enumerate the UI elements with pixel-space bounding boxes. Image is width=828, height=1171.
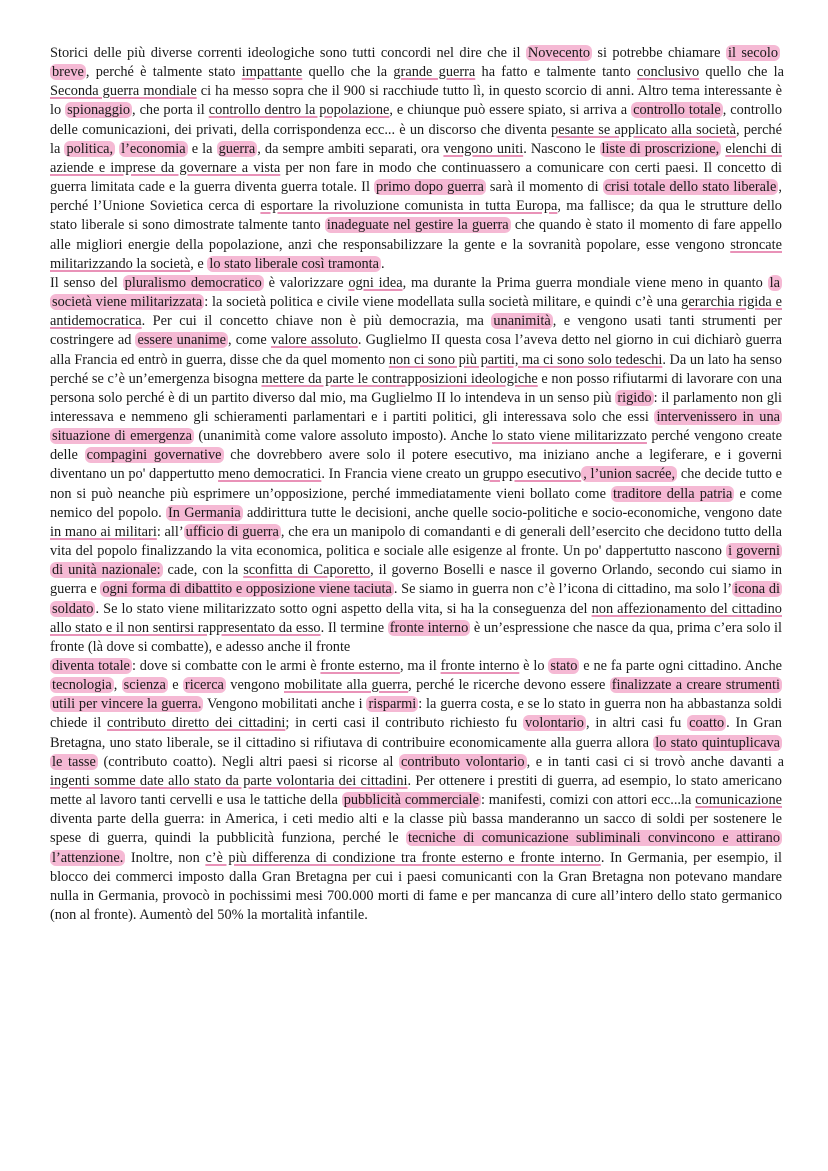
highlighted-text: tecniche di comunicazione subliminali convincono e attirano l’attenzione. [52,830,780,866]
highlighted-text: inadeguate nel gestire la guerra [326,217,509,234]
underlined-text: non affezionamento del cittadino allo stato e il non sentirsi rappresentato da esso [50,600,782,636]
highlighted-text: pubblicità commerciale [343,792,479,809]
underlined-text: contributo diretto dei cittadini [107,715,286,732]
highlighted-text: ricerca [184,677,224,694]
highlighted-text: il secolo breve [52,45,778,81]
highlighted-text: la società viene militarizzata [52,274,780,311]
body-text: Inoltre, non [125,849,206,866]
highlighted-text: rigido [617,389,652,406]
body-text: quello che la [302,64,394,81]
body-text: : all’ [156,523,184,540]
body-text: , da sempre ambiti separati, ora [257,140,444,157]
body-text: : dove si combatte con le armi è [131,658,321,674]
underlined-text: conclusivo [637,64,700,81]
body-text: vengono [225,677,284,694]
highlighted-text: compagini governative [86,447,222,464]
body-text: , e chiunque può essere spiato, si arriva a [389,102,632,119]
highlighted-text: finalizzate a creare strumenti utili per vincere la guerra. [52,677,781,713]
paragraph [50,274,782,657]
body-text: e come nemico del popolo. [50,485,782,521]
underlined-text: c’è più differenza di condizione tra fronte esterno e fronte interno [205,849,601,866]
highlighted-text: traditore della patria [613,485,733,502]
underlined-text: valore assoluto [270,332,358,349]
highlighted-text: unanimità [493,313,551,330]
highlighted-text: i governi di unità nazionale: [52,543,781,579]
underlined-text: grande guerra [393,64,476,81]
underlined-text: ingenti somme date allo stato da parte volontaria dei cittadini [50,772,408,789]
body-text: che decide tutto e non si può neanche più esprimere un’opposizione, perché immediatamente vieni bollato come [50,466,783,502]
underlined-text: non ci sono più partiti, ma ci sono solo tedeschi [388,351,663,368]
underlined-text: elenchi di aziende e imprese da governare a vista [50,140,782,176]
body-text: ci ha messo sopra che il 900 si racchiude tutto lì, in questo scorcio di anni. Altro tema interessante è lo [50,83,782,119]
underlined-text: pesante se applicato alla società [551,121,736,138]
body-text: . In Gran Bretagna, uno stato liberale, se il cittadino si rifiutava di contribuire economicamente alla guerra allora [50,715,782,751]
body-text: : manifesti, comizi con attori ecc...la [480,792,696,809]
body-text: . Se siamo in guerra non c’è l’icona di cittadino, ma solo l’ [393,581,733,598]
underlined-text: lo stato viene militarizzato [491,428,647,445]
underlined-text: comunicazione [695,792,783,809]
highlighted-text: Novecento [527,45,590,61]
body-text: , che era un manipolo di comandanti e di generali dell’esercito che decidono tutto della vita del popolo finalizzando la vita economica, politica e sociale alle esigenze al fronte. Un po' dappertutto nascono [50,523,783,560]
body-text: , [113,677,122,694]
body-text: ; in certi casi il contributo richiesto fu [285,715,523,732]
body-text: è lo [519,658,549,674]
body-text: , perché è talmente stato [85,64,242,81]
body-text: , ma fallisce; da qua le strutture dello stato liberale si sono dimostrate talmente tanto [50,198,782,234]
body-text: (unanimità come valore assoluto imposto). Anche [193,428,492,445]
body-text: e non posso rifiutarmi di lavorare con una persona solo perché è di un partito diverso dal mio, ma Guglielmo II lo intendeva in un senso più [50,370,782,406]
body-text: . Guglielmo II questa cosa l’aveva detto nel giorno in cui dichiarò guerra alla Francia ed entrò in guerra, disse che da quel momento [50,332,782,368]
underlined-text: gruppo esecutivo [482,466,582,483]
underlined-text: meno democratici [218,466,322,483]
body-text: sarà il momento di [485,179,603,196]
highlighted-text: controllo totale [633,102,721,119]
body-text: , il governo Boselli e nasce il governo Orlando, secondo cui siamo in guerra e [50,562,782,598]
highlighted-text: contributo volontario [401,753,525,770]
highlighted-text: pluralismo democratico [124,274,262,291]
body-text: . Se lo stato viene militarizzato sotto ogni aspetto della vita, si ha la conseguenza del [95,600,592,617]
body-text: , ma il [399,658,441,674]
highlighted-text: fronte interno [389,619,469,636]
body-text: . In Germania, per esempio, il blocco dei commerci imposto dalla Gran Bretagna per cui i paesi comunicanti con la Gran Bretagna non potevano mandare nulla in Germania, provocò in pochissimi mesi 700.000 morti di fame e per mancanza di cure all’intero dello stato germanico (non al fronte). Aumentò del 50% la mortalità infantile. [50,849,782,924]
body-text: quello che la [699,64,784,81]
body-text: : la società politica e civile viene modellata sulla società militare, e quindi c’è una [204,294,682,311]
underlined-text: stroncate militarizzando la società [50,236,782,272]
body-text: , ma durante la Prima guerra mondiale viene meno in quanto [402,274,768,291]
highlighted-text: ogni forma di dibattito e opposizione viene taciuta [102,581,392,598]
body-text: , e in tanti casi ci si trovò anche davanti a [526,753,784,770]
underlined-text: in mano ai militari [50,523,157,540]
highlighted-text: liste di proscrizione, [601,140,720,157]
body-text: , controllo delle comunicazioni, dei privati, della corrispondenza ecc... è un discorso che diventa [50,102,783,138]
body-text: . Per cui il concetto chiave non è più democrazia, ma [141,313,492,330]
highlighted-text: tecnologia [52,677,112,694]
body-text: , perché l’Unione Sovietica cerca di [50,179,782,215]
body-text: , in altri casi fu [585,715,688,732]
highlighted-text: risparmi [368,696,417,713]
highlighted-text: In Germania [167,504,241,521]
body-text: . Da un lato ha senso perché se c’è un’emergenza bisogna [50,351,782,387]
body-text: cade, con la [162,562,244,579]
highlighted-text: crisi totale dello stato liberale [604,179,777,196]
body-text: . Per ottenere i prestiti di guerra, ad esempio, lo stato americano mette al lavoro tanti cervelli e usa le tattiche della [50,772,782,809]
highlighted-text: intervenissero in una situazione di emergenza [52,408,780,445]
underlined-text: mettere da parte le contrapposizioni ideologiche [261,370,538,387]
body-text: , perché le ricerche devono essere [408,677,610,694]
body-text: : il parlamento non gli interessava e nemmeno gli schieramenti parlamentari e i partiti politici, gli interessava solo che essi [50,389,782,425]
underlined-text: fronte interno [440,658,520,674]
highlighted-text: guerra [218,140,256,157]
body-text: : la guerra costa, e se lo stato in guerra non ha abbastanza soldi chiede il [50,696,783,732]
body-text: e ne fa parte ogni cittadino. Anche [579,658,782,674]
highlighted-text: spionaggio [67,102,131,119]
highlighted-text: primo dopo guerra [376,179,484,196]
body-text: . [381,255,385,272]
highlighted-text: stato [550,658,578,674]
body-text: , come [228,332,271,349]
highlighted-text: ufficio di guerra [185,523,279,540]
underlined-text: gerarchia rigida e antidemocratica [50,294,782,330]
body-text: è un’espressione che nasce da qua, prima c’era solo il fronte (là dove si combatte), e adesso anche il fronte [50,619,782,655]
underlined-text: fronte esterno [320,658,400,674]
highlighted-text: , l’union sacrée, [583,466,676,483]
highlighted-text: l’economia [121,140,186,157]
body-text: che dovrebbero avere solo il potere esecutivo, ma iniziano anche a legiferare, e i governi diventano un po' dappertutto [50,447,782,483]
highlighted-text: coatto [689,715,725,732]
body-text: addirittura tutte le decisioni, anche quelle socio-politiche e socio-economiche, vengono date [242,504,782,521]
highlighted-text: politica, [66,140,114,157]
highlighted-text: lo stato quintuplicava le tasse [52,734,780,770]
highlighted-text: lo stato liberale così tramonta [209,255,380,272]
underlined-text: Seconda guerra mondiale [50,83,197,100]
underlined-text: sconfitta di Caporetto [243,562,371,579]
underlined-text: impattante [241,64,303,81]
underlined-text: esportare la rivoluzione comunista in tutta Europa [260,198,558,215]
body-text: Vengono mobilitati anche i [203,696,367,713]
body-text: , perché la [50,121,782,157]
highlighted-text: essere unanime [137,332,227,349]
body-text: perché vengono create delle [50,428,782,464]
body-text: . Il termine [320,619,388,636]
body-text: si potrebbe chiamare [592,45,726,61]
body-text: . In Francia viene creato un [321,466,483,483]
highlighted-text: volontario [525,715,584,732]
highlighted-text: scienza [123,677,166,694]
body-text: per non fare in modo che continuassero a comunicare con certi paesi. Il concetto di guerra limitata cade e la guerra diventa guerra totale. Il [50,159,783,196]
body-text: che quando è stato il momento di fare appello alle migliori energie della popolazione, anzi che responsabilizzare la gente e la sovranità popolare, esse vengono [50,217,782,253]
body-text: e la [187,140,217,157]
underlined-text: ogni idea [348,274,403,291]
underlined-text: vengono uniti [443,140,524,157]
body-text: e [167,677,183,694]
body-text: , che porta il [132,102,209,119]
document-page [50,44,782,925]
body-text: Il senso del [50,274,123,291]
body-text: , e [190,255,208,272]
paragraph [50,657,782,925]
highlighted-text: diventa totale [52,658,130,674]
highlighted-text: icona di soldato [52,581,780,617]
body-text: . Nascono le [523,140,600,157]
body-text: , e vengono usati tanti strumenti per costringere ad [50,313,782,349]
body-text: Storici delle più diverse correnti ideologiche sono tutti concordi nel dire che il [50,45,526,61]
underlined-text: mobilitate alla guerra [284,677,409,694]
body-text: ha fatto e talmente tanto [475,64,637,81]
body-text: è valorizzare [263,274,349,291]
body-text: (contributo coatto). Negli altri paesi si ricorse al [97,753,400,770]
underlined-text: controllo dentro la popolazione [208,102,390,119]
body-text: diventa parte della guerra: in America, i ceti medio alti e la classe più bassa manderanno un sacco di soldi per sostenere le spese di guerra, quindi la pubblicità funziona, perché le [50,811,782,847]
paragraph [50,44,782,274]
